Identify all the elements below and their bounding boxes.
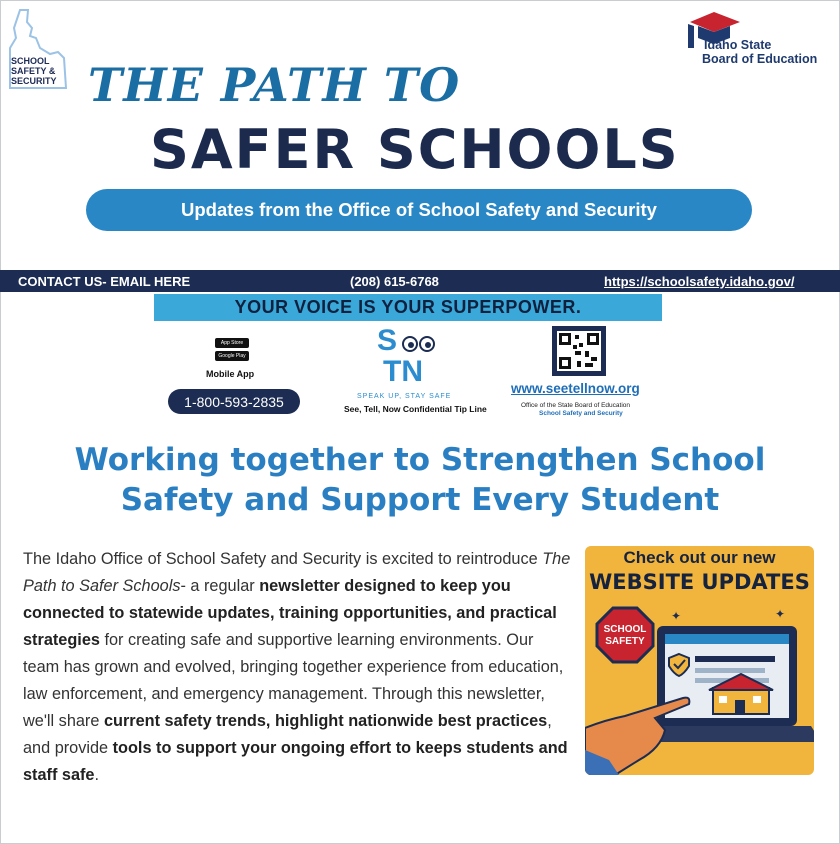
svg-text:✦: ✦ xyxy=(775,607,786,621)
card-line-1: Check out our new xyxy=(623,548,776,567)
subtitle-banner: Updates from the Office of School Safety and Security xyxy=(86,189,752,231)
website-updates-card[interactable] xyxy=(585,546,814,775)
sign-line-1: SCHOOL xyxy=(603,624,647,635)
body-text: for creating safe and supportive learning environments. Our team has grown and evolved, bringing together experience from education, law enforcement, and emergency management. Through this newsletter, we'll share xyxy=(23,631,564,730)
qr-code-icon xyxy=(552,326,606,376)
school-safety-logo xyxy=(6,8,68,92)
tipline-phone-button[interactable]: 1-800-593-2835 xyxy=(168,389,300,414)
sign-line-2: SAFETY xyxy=(605,636,645,647)
contact-phone: (208) 615-6768 xyxy=(350,274,439,289)
contact-bar xyxy=(0,270,840,292)
body-bold: current safety trends, highlight nationwide best practices xyxy=(103,712,548,730)
website-link[interactable]: https://schoolsafety.idaho.gov/ xyxy=(604,274,795,289)
contact-email-link[interactable]: CONTACT US- EMAIL HERE xyxy=(18,274,191,289)
body-text: The Idaho Office of School Safety and Security is excited to reintroduce xyxy=(23,550,543,568)
superpower-banner: YOUR VOICE IS YOUR SUPERPOWER. xyxy=(154,294,662,321)
google-play-badge[interactable]: Google Play xyxy=(215,351,249,361)
board-line-1: Idaho State xyxy=(704,38,772,52)
stn-logo-s: S xyxy=(377,324,398,357)
mobile-app-label: Mobile App xyxy=(206,369,255,379)
app-store-badge[interactable]: App Store xyxy=(215,338,249,348)
office-line-2: School Safety and Security xyxy=(539,410,623,417)
body-bold: newsletter designed to keep you connected to statewide updates, training opportunities, and practical strategies xyxy=(23,577,557,649)
body-text: - a regular xyxy=(180,577,260,595)
title-line-1: THE PATH TO xyxy=(88,58,461,112)
title-line-2: SAFER SCHOOLS xyxy=(150,118,680,181)
laptop-illustration xyxy=(585,600,814,775)
body-text: . xyxy=(94,766,100,784)
card-line-2: WEBSITE UPDATES xyxy=(589,570,810,594)
logo-line-3: SECURITY xyxy=(11,76,57,86)
logo-line-2: SAFETY & xyxy=(11,66,56,76)
stn-logo-tn: TN xyxy=(383,355,423,388)
board-line-2: Board of Education xyxy=(702,52,818,66)
logo-line-1: SCHOOL xyxy=(11,56,50,66)
svg-text:✦: ✦ xyxy=(671,609,682,623)
eyes-icon xyxy=(402,334,436,352)
newsletter-title: The Path to Safer Schools xyxy=(23,550,571,595)
seetellnow-link[interactable]: www.seetellnow.org xyxy=(511,381,640,396)
body-text: , and provide xyxy=(23,712,552,757)
stn-tagline: SPEAK UP, STAY SAFE xyxy=(357,393,452,400)
body-bold: tools to support your ongoing effort to keeps students and staff safe xyxy=(23,739,568,784)
intro-paragraph xyxy=(23,546,571,789)
office-line-1: Office of the State Board of Education xyxy=(521,402,631,409)
stop-sign-icon xyxy=(597,608,653,662)
stn-description: See, Tell, Now Confidential Tip Line xyxy=(344,404,487,414)
headline: Working together to Strengthen School Safety and Support Every Student xyxy=(74,442,766,518)
board-of-education-logo xyxy=(684,12,834,67)
